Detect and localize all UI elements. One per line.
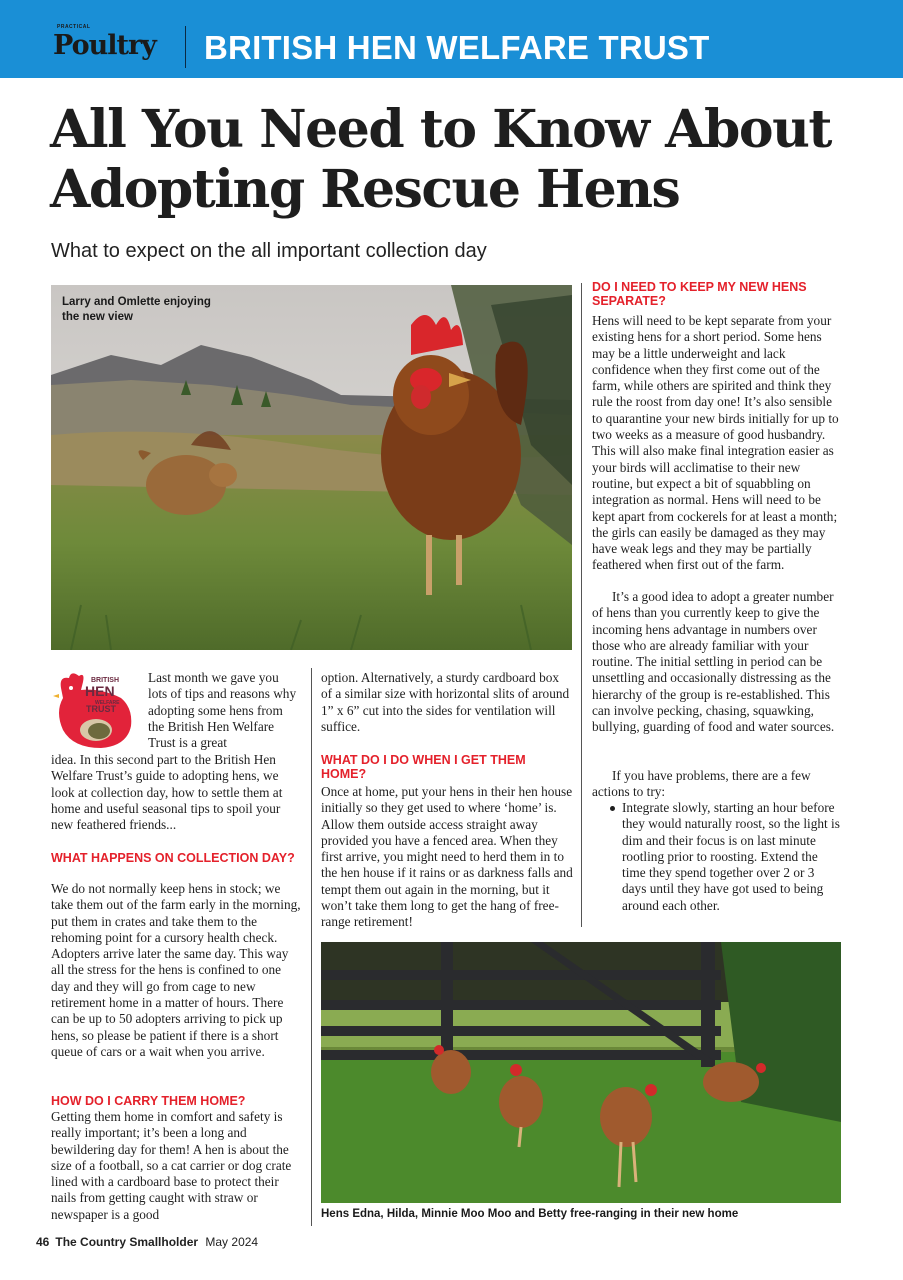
british-hen-welfare-trust-logo <box>51 668 139 752</box>
bullet-item <box>610 800 842 914</box>
article-title: All You Need to Know About Adopting Rescue Hens <box>50 99 831 220</box>
header-bar <box>0 0 903 78</box>
header-divider <box>185 26 186 68</box>
issue-date: May 2024 <box>205 1235 259 1249</box>
badge-line2: HEN <box>85 683 115 699</box>
logo-small-text: PRACTICAL <box>57 24 91 30</box>
page-number: 46 <box>36 1235 50 1249</box>
photo1-caption: Larry and Omlette enjoying the new view <box>62 296 211 323</box>
paragraph-keep-separate-3: If you have problems, there are a few actions to try: <box>592 768 811 800</box>
paragraph-carry-home-cont: option. Alternatively, a sturdy cardboard box of a similar size with horizontal slits of around 1” x 6” cut into the sides for ventilation will suffice. <box>321 670 570 734</box>
heading-carry-home: HOW DO I CARRY THEM HOME? <box>51 1094 246 1108</box>
section-title: BRITISH HEN WELFARE TRUST <box>204 29 710 66</box>
paragraph-keep-separate-1: Hens will need to be kept separate from your existing hens for a short period. Some hens may be a little underweight and lack confidence when they first come out of the farm, while others are spirited and think they rule the roost from day one! It’s also sensible to quarantine your new birds initially for up to two weeks as a measure of good husbandry. This will also make final integration easier as your birds will acclimatise to their new routine, but expect a bit of squabbling on integration as normal. Hens will need to be kept apart from cockerels for at least a month; the girls can easily be damaged as they may have weak legs and they may be partially feathered when first out of the farm. <box>592 313 839 573</box>
article-subtitle: What to expect on the all important collection day <box>51 240 487 262</box>
heading-collection-day: WHAT HAPPENS ON COLLECTION DAY? <box>51 851 295 865</box>
heading-get-them-home: WHAT DO I DO WHEN I GET THEM HOME? <box>321 753 526 781</box>
intro-paragraph-end: idea. In this second part to the British Hen Welfare Trust’s guide to adopting hens, we look at collection day, how to settle them at home and useful seasonal tips to spoil your new feathered friends... <box>51 752 283 833</box>
paragraph-collection-day: We do not normally keep hens in stock; we take them out of the farm early in the morning, put them in crates and take them to the rehoming point for a cursory health check. Adopters arrive later the same day. This way all the stress for the hens is confined to one day and they will go from cage to new retirement home in a matter of hours. There can be up to 50 adopters arriving to pick up hens, so please be patient if there is a short queue of cars or a wait when you arrive. <box>51 881 301 1059</box>
practical-poultry-logo: Poultry <box>53 30 156 61</box>
heading-keep-separate: DO I NEED TO KEEP MY NEW HENS SEPARATE? <box>592 280 807 308</box>
badge-line4: TRUST <box>86 704 116 714</box>
column-rule-2 <box>581 283 582 927</box>
hens-photo-1 <box>51 285 572 650</box>
bullet-text: Integrate slowly, starting an hour before they would naturally roost, so the light is dim and their focus is on last minute rootling prior to roosting. Extend the time they spend together over 2 or 3 days until they have got used to being around each other. <box>622 800 840 913</box>
column-rule-1 <box>311 668 312 1226</box>
magazine-name: The Country Smallholder <box>55 1235 199 1249</box>
bullet-icon <box>610 806 615 811</box>
intro-paragraph-start: Last month we gave you lots of tips and reasons why adopting some hens from the British Hen Welfare Trust is a great <box>148 670 297 751</box>
badge-line1: BRITISH <box>91 677 119 684</box>
paragraph-keep-separate-2: It’s a good idea to adopt a greater number of hens than you currently keep to give the incoming hens advantage in numbers over those who are already familiar with your routine. The initial settling in period can be unsettling and occasionally distressing as the hierarchy of the group is re-established. This can involve pecking, chasing, squawking, bullying, guarding of food and water sources. <box>592 589 835 735</box>
badge-line3: WELFARE <box>95 700 120 706</box>
paragraph-get-them-home: Once at home, put your hens in their hen house initially so they get used to where ‘home’ is. Allow them outside access straight away provided you have a fenced area. When they first arrive, you might need to herd them in to the hen house if it rains or as darkness falls and tempt them out again in the morning, but it won’t take them long to get the hang of free-range retirement! <box>321 784 573 930</box>
hens-photo-2 <box>321 942 841 1203</box>
photo2-caption: Hens Edna, Hilda, Minnie Moo Moo and Betty free-ranging in their new home <box>321 1208 739 1220</box>
page-footer <box>36 1235 258 1249</box>
paragraph-carry-home: Getting them home in comfort and safety is really important; it’s been a long and bewildering day for them! A hen is about the size of a football, so a cat carrier or dog crate lined with a cardboard base to protect their nails from getting caught with straw or newspaper is a good <box>51 1109 292 1222</box>
